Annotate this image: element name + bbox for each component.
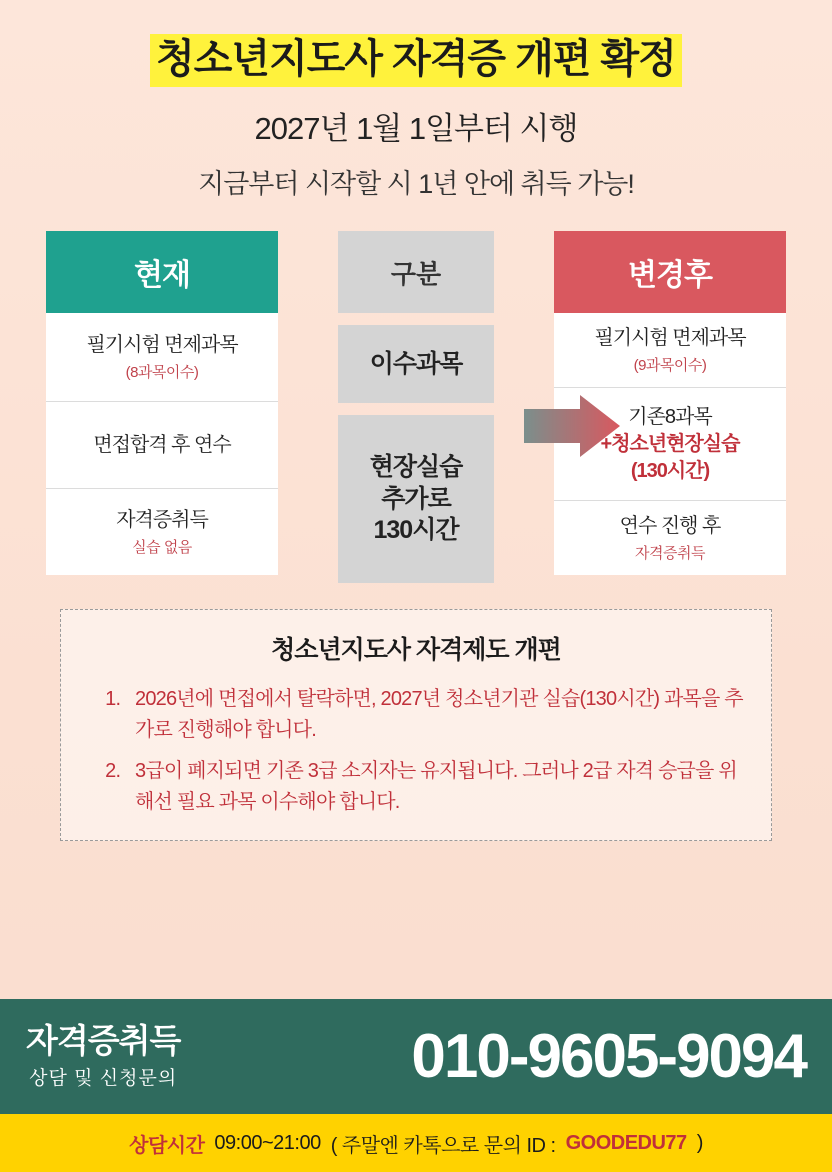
table-row — [554, 313, 786, 388]
header — [0, 0, 832, 201]
cell-main-text: 필기시험 면제과목 — [594, 326, 746, 349]
notice-box — [60, 609, 772, 841]
category-label-multiline — [370, 452, 463, 546]
page-subtitle-2: 지금부터 시작할 시 1년 안에 취득 가능! — [198, 169, 634, 200]
column-after-header: 변경후 — [554, 231, 786, 313]
category-label-line2: 추가로 — [381, 484, 451, 513]
cell-sub-text: 자격증취득 — [635, 544, 705, 562]
phone-number[interactable]: 010-9605-9094 — [411, 1021, 806, 1091]
cell-sub-text: 실습 없음 — [132, 538, 192, 556]
notice-list — [79, 684, 753, 818]
table-row — [46, 489, 278, 575]
list-item: 1. 2026년에 면접에서 탈락하면, 2027년 청소년기관 실습(130시간) 과목을 추가로 진행해야 합니다. — [125, 684, 753, 746]
cell-main-text: 연수 진행 후 — [619, 514, 721, 537]
page-title: 청소년지도사 자격증 개편 확정 — [150, 34, 682, 87]
table-row — [46, 313, 278, 402]
list-item: 2. 3급이 폐지되면 기존 3급 소지자는 유지됩니다. 그러나 2급 자격 승급을 위해선 필요 과목 이수해야 합니다. — [125, 756, 753, 818]
category-item — [338, 415, 494, 583]
column-current-header: 현재 — [46, 231, 278, 313]
kakao-note-left: ( 주말엔 카톡으로 문의 ID : — [330, 1134, 556, 1157]
category-item — [338, 325, 494, 403]
cell-main-text: 필기시험 면제과목 — [86, 333, 238, 356]
cell-main-text: 자격증취득 — [116, 508, 208, 531]
category-label: 이수과목 — [369, 349, 463, 378]
footer-label-line1: 자격증취득 — [26, 1021, 181, 1059]
cell-main-text: 면접합격 후 연수 — [93, 433, 231, 456]
comparison-table — [46, 231, 786, 583]
column-current — [46, 231, 278, 583]
footer-contact — [0, 999, 832, 1114]
kakao-note-right: ) — [696, 1131, 703, 1154]
arrow-icon — [524, 393, 620, 459]
title-wrap — [0, 34, 832, 87]
column-category-header: 구분 — [338, 231, 494, 313]
hours-bar — [0, 1114, 832, 1172]
notice-title: 청소년지도사 자격제도 개편 — [271, 636, 561, 665]
column-category — [338, 231, 494, 583]
page-subtitle: 2027년 1월 1일부터 시행 — [254, 111, 578, 147]
kakao-id[interactable]: GOODEDU77 — [565, 1131, 687, 1154]
category-label-line3: 130시간 — [373, 515, 459, 544]
hours-label: 상담시간 — [129, 1134, 205, 1157]
footer-label-line2: 상담 및 신청문의 — [29, 1068, 178, 1090]
cell-sub-text: (8과목이수) — [125, 363, 199, 381]
cell-highlight-hours: (130시간) — [630, 459, 710, 482]
footer-label — [26, 1023, 180, 1090]
cell-main-text: 기존8과목 — [628, 405, 712, 428]
table-row — [46, 402, 278, 489]
cell-highlight-text: +청소년현장실습 — [600, 432, 740, 455]
category-label-line1: 현장실습 — [369, 453, 463, 482]
table-row — [554, 501, 786, 575]
cell-sub-text: (9과목이수) — [633, 356, 707, 374]
hours-value: 09:00~21:00 — [214, 1131, 321, 1154]
